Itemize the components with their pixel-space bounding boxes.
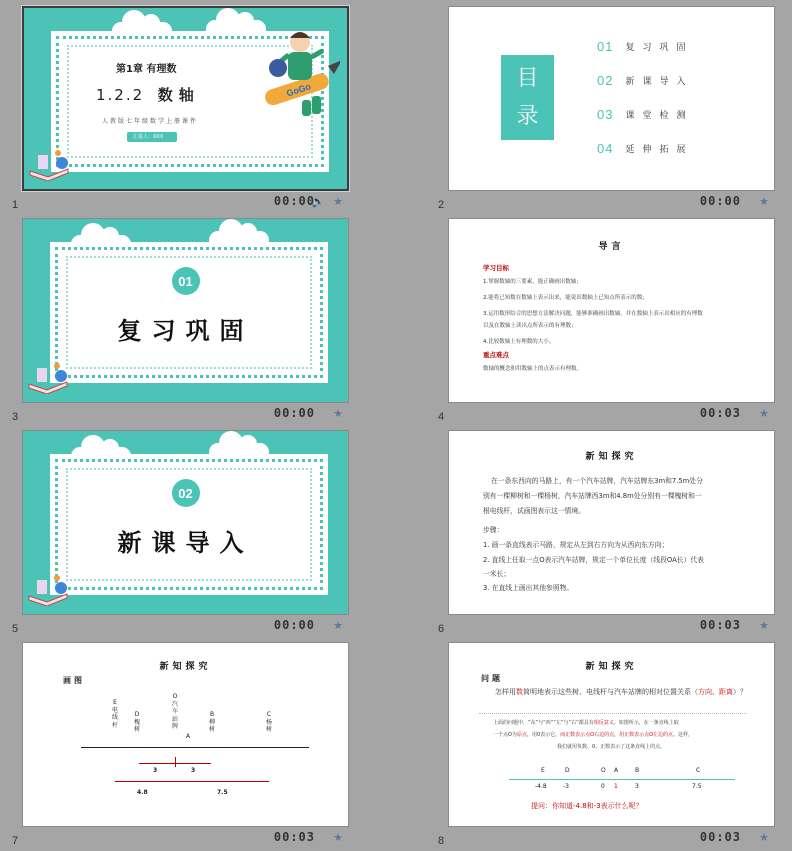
goal-line: 以及在数轴上读出点所表示的有理数；: [483, 323, 577, 329]
explain-line: 一个点O为原点，用0表示它，而正数表示点O右边的点，用正数表示点O左边的点。这样，: [493, 732, 694, 738]
divider: [479, 713, 747, 714]
slide-number: 3: [12, 411, 19, 423]
step-line: 1. 画一条直线表示马路，规定从左到右方向为从西向东方向；: [483, 541, 669, 549]
slide-thumbnail-4[interactable]: [448, 218, 775, 403]
star-icon[interactable]: ★: [333, 407, 343, 420]
point-label-E: E 电线杆: [111, 699, 118, 729]
flying-boy-illustration: [250, 22, 340, 127]
explain-line: 上面的问题中，“东”与“西”“左”与“右”都具有相反意义。如图所示，在一条直线上取: [493, 720, 679, 726]
slide-number: 2: [438, 199, 445, 211]
star-icon[interactable]: ★: [333, 619, 343, 632]
slide-thumbnail-3[interactable]: [22, 218, 349, 403]
slide-heading: 新知探究: [585, 662, 638, 672]
axis-value: 1: [614, 783, 618, 790]
toc-item: 02 新课导入: [597, 73, 694, 88]
toc-item: 03 课堂检测: [597, 107, 694, 122]
slide-number: 6: [438, 623, 445, 635]
point-label-C: C 杨树: [265, 711, 272, 733]
chapter-label: 第1章 有理数: [116, 64, 177, 75]
slide-thumbnail-6[interactable]: [448, 430, 775, 615]
axis-letter: E: [541, 767, 545, 774]
step-line: 2. 直线上任取一点O表示汽车站牌，规定一个单位长度（线段OA长）代表: [483, 556, 704, 564]
goal-line: 4.比较数轴上有理数的大小。: [483, 339, 555, 345]
slide-timing: 00:00: [273, 406, 315, 420]
paragraph-line: 根电线杆，试画图表示这一情境。: [483, 507, 585, 515]
point-label-A: A: [185, 733, 191, 740]
slide-thumbnail-2[interactable]: [448, 6, 775, 191]
goal-line: 1.掌握数轴的三要素，能正确画出数轴；: [483, 279, 582, 285]
section-badge: 02: [172, 479, 200, 507]
paragraph-line: 在一条东西向的马路上，有一个汽车站牌，汽车站牌东3m和7.5m处分: [491, 477, 703, 485]
point-label-D: D 槐树: [133, 711, 140, 733]
road-line: [81, 747, 309, 748]
slide-number: 1: [12, 199, 19, 211]
slide-thumbnail-5[interactable]: [22, 430, 349, 615]
slide-timing: 00:00: [273, 194, 315, 208]
book-globe-illustration: [28, 149, 70, 181]
explain-line: 我们就用负数、0、正数表示了这条直线上的点。: [557, 744, 666, 750]
speaker-icon[interactable]: 🔈: [311, 195, 325, 208]
slide-number: 4: [438, 411, 445, 423]
toc-item: 01 复习巩固: [597, 39, 694, 54]
distance-bar: [175, 781, 269, 782]
star-icon[interactable]: ★: [759, 831, 769, 844]
goal-line: 2.能将已知数在数轴上表示出来，能说出数轴上已知点所表示的数；: [483, 295, 648, 301]
slide-thumbnail-8[interactable]: [448, 642, 775, 827]
point-label-O: O 汽车站牌: [171, 693, 178, 730]
distance-bar: [139, 763, 175, 764]
star-icon[interactable]: ★: [759, 619, 769, 632]
slide-timing: 00:03: [699, 406, 741, 420]
step-line: 一米长；: [483, 570, 511, 578]
distance-label: 4.8: [137, 789, 148, 796]
axis-letter: B: [635, 767, 640, 774]
slide-thumbnail-7[interactable]: [22, 642, 349, 827]
goal-line: 3.运用数形结合的思想方法解决问题，能够准确画出数轴，并在数轴上表示出相应的有理数: [483, 311, 703, 317]
section-title: 新课导入: [117, 529, 254, 557]
slide-timing: 00:03: [273, 830, 315, 844]
axis-letter: C: [696, 767, 701, 774]
goal-heading: 学习目标: [483, 264, 509, 272]
axis-letter: D: [565, 767, 570, 774]
lesson-subtitle: 人教版七年级数学上册课件: [102, 118, 199, 125]
star-icon[interactable]: ★: [333, 831, 343, 844]
lesson-title: 1.2.2 数轴: [96, 86, 200, 104]
axis-letter: A: [614, 767, 619, 774]
axis-letter: O: [601, 767, 606, 774]
axis-value: 3: [635, 783, 639, 790]
slide-number: 5: [12, 623, 19, 635]
book-globe-illustration: [27, 362, 69, 394]
book-globe-illustration: [27, 574, 69, 606]
distance-label: 3: [153, 767, 158, 774]
hint-question: 提问：你知道-4.8和-3表示什么呢？: [531, 802, 643, 810]
axis-value: 0: [601, 783, 605, 790]
axis-value: -4.8: [535, 783, 547, 790]
star-icon[interactable]: ★: [333, 195, 343, 208]
slide-timing: 00:00: [273, 618, 315, 632]
gogo-logo-text: GoGo: [285, 81, 313, 99]
distance-bar: [115, 781, 175, 782]
axis-value: -3: [563, 783, 569, 790]
origin-marker: [175, 757, 176, 767]
distance-bar: [175, 763, 211, 764]
presenter-pill: 汇报人：XXX: [127, 132, 177, 142]
star-icon[interactable]: ★: [759, 407, 769, 420]
toc-heading-box: 目 录: [501, 55, 554, 140]
slide-number: 7: [12, 835, 19, 847]
section-title: 复习巩固: [117, 317, 254, 345]
drawing-tag: 画图: [63, 676, 85, 685]
slide-heading: 新知探究: [585, 452, 638, 462]
slide-thumbnail-1[interactable]: [22, 6, 349, 191]
distance-label: 3: [191, 767, 196, 774]
slide-timing: 00:00: [699, 194, 741, 208]
slide-heading: 新知探究: [159, 662, 212, 672]
step-line: 3. 在直线上画出其他参照物。: [483, 584, 574, 592]
point-label-B: B 柳树: [208, 711, 215, 733]
question-text: 怎样用数简明地表示这些树、电线杆与汽车站牌的相对位置关系（方向、距离）？: [495, 688, 747, 696]
toc-item: 04 延伸拓展: [597, 141, 694, 156]
slide-timing: 00:03: [699, 618, 741, 632]
section-badge: 01: [172, 267, 200, 295]
key-line: 数轴的概念和用数轴上的点表示有理数。: [483, 366, 583, 372]
slide-number: 8: [438, 835, 445, 847]
key-heading: 重点难点: [483, 351, 509, 359]
paragraph-line: 别有一棵柳树和一棵杨树，汽车站牌西3m和4.8m处分别有一棵槐树和一: [483, 492, 702, 500]
slide-heading: 导言: [598, 242, 625, 252]
distance-label: 7.5: [217, 789, 228, 796]
question-tag: 问题: [481, 674, 503, 683]
star-icon[interactable]: ★: [759, 195, 769, 208]
number-line-axis: [509, 779, 735, 780]
slide-timing: 00:03: [699, 830, 741, 844]
axis-value: 7.5: [692, 783, 702, 790]
steps-heading: 步骤：: [483, 526, 504, 534]
